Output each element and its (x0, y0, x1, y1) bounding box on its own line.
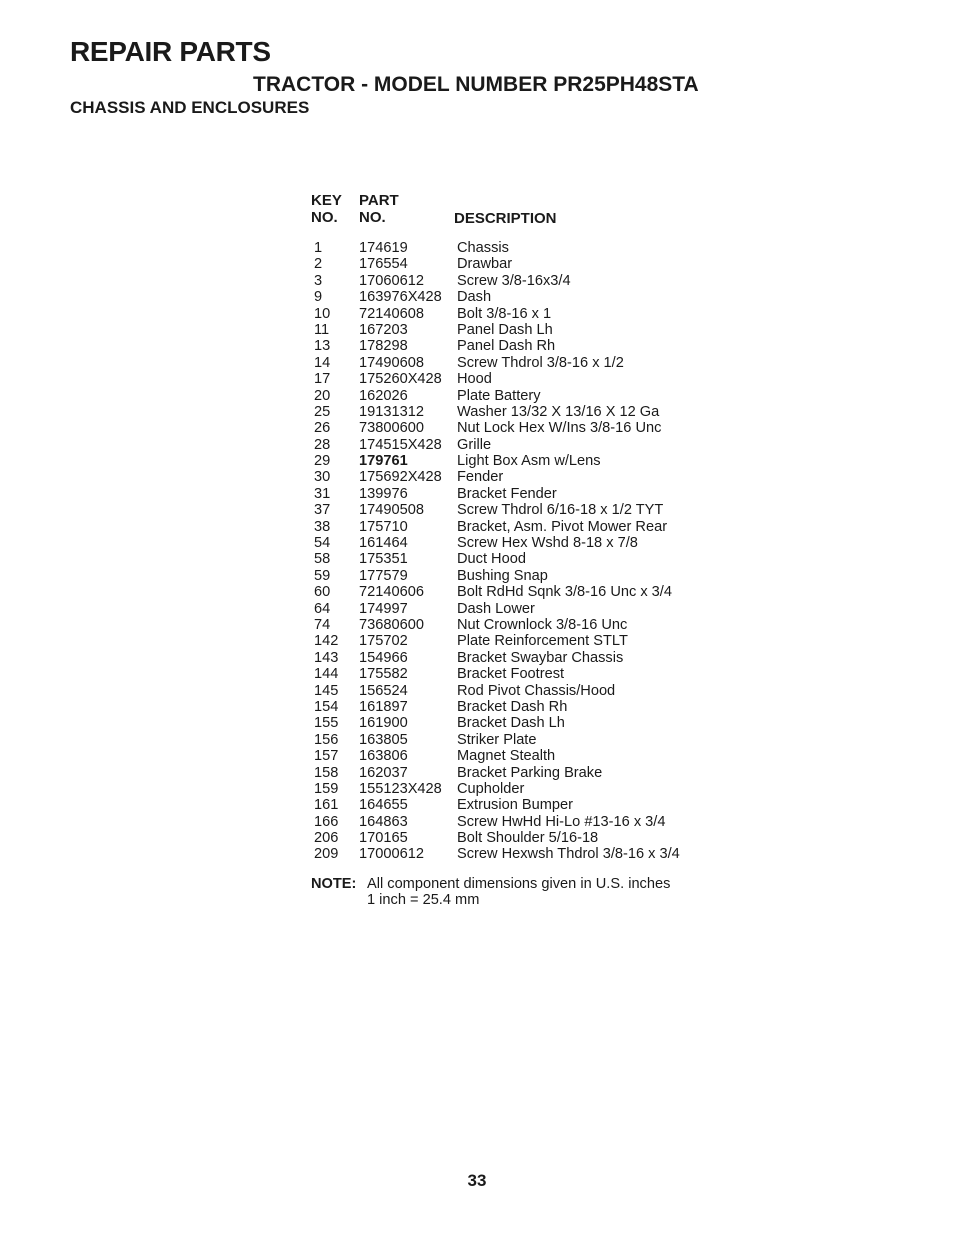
description: Grille (457, 436, 492, 453)
description: Nut Lock Hex W/Ins 3/8-16 Unc (457, 420, 662, 437)
description: Magnet Stealth (457, 748, 556, 765)
table-row (314, 486, 734, 502)
table-row (314, 633, 734, 649)
key-no: 28 (314, 436, 331, 453)
description: Rod Pivot Chassis/Hood (457, 682, 616, 699)
description: Screw 3/8-16x3/4 (457, 272, 571, 289)
description: Panel Dash Lh (457, 321, 553, 338)
key-no: 14 (314, 354, 331, 371)
part-no: 164863 (359, 813, 408, 830)
table-row (314, 732, 734, 748)
part-no: 177579 (359, 567, 408, 584)
description: Bracket Fender (457, 485, 557, 502)
description: Screw HwHd Hi-Lo #13-16 x 3/4 (457, 813, 666, 830)
description: Duct Hood (457, 551, 526, 568)
part-no: 175582 (359, 666, 408, 683)
table-row (314, 601, 734, 617)
key-no: 31 (314, 485, 331, 502)
part-no: 162037 (359, 764, 408, 781)
key-no: 54 (314, 535, 331, 552)
part-no: 17490608 (359, 354, 424, 371)
part-no: 139976 (359, 485, 408, 502)
part-no: 175260X428 (359, 371, 442, 388)
description: Bushing Snap (457, 567, 548, 584)
description: Washer 13/32 X 13/16 X 12 Ga (457, 403, 660, 420)
key-no: 25 (314, 403, 331, 420)
table-row (314, 650, 734, 666)
key-no: 154 (314, 698, 339, 715)
part-no: 174997 (359, 600, 408, 617)
key-no: 143 (314, 649, 339, 666)
column-header-description: DESCRIPTION (454, 210, 557, 227)
key-no: 144 (314, 666, 339, 683)
table-row (314, 568, 734, 584)
part-no: 175702 (359, 633, 408, 650)
part-no: 17060612 (359, 272, 424, 289)
description: Extrusion Bumper (457, 797, 573, 814)
table-row (314, 715, 734, 731)
key-no: 158 (314, 764, 339, 781)
description: Bracket Parking Brake (457, 764, 603, 781)
key-no: 64 (314, 600, 331, 617)
part-no: 17000612 (359, 846, 424, 863)
description: Bolt Shoulder 5/16-18 (457, 830, 599, 847)
table-row (314, 830, 734, 846)
description: Bracket Footrest (457, 666, 565, 683)
table-row (314, 699, 734, 715)
key-no: 209 (314, 846, 339, 863)
table-row (314, 371, 734, 387)
key-no: 30 (314, 469, 331, 486)
part-no: 73680600 (359, 616, 424, 633)
description: Screw Thdrol 3/8-16 x 1/2 (457, 354, 624, 371)
part-no: 179761 (359, 453, 408, 470)
key-no: 59 (314, 567, 331, 584)
part-no: 178298 (359, 338, 408, 355)
section-heading: CHASSIS AND ENCLOSURES (70, 98, 310, 117)
table-row (314, 289, 734, 305)
table-row (314, 322, 734, 338)
note-line-2: 1 inch = 25.4 mm (367, 892, 480, 909)
description: Fender (457, 469, 504, 486)
key-no: 17 (314, 371, 331, 388)
table-row (314, 666, 734, 682)
part-no: 175692X428 (359, 469, 442, 486)
key-no: 60 (314, 584, 331, 601)
key-no: 155 (314, 715, 339, 732)
description: Bolt RdHd Sqnk 3/8-16 Unc x 3/4 (457, 584, 672, 601)
part-no: 17490508 (359, 502, 424, 519)
part-no: 161897 (359, 698, 408, 715)
table-row (314, 338, 734, 354)
table-row (314, 469, 734, 485)
table-row (314, 765, 734, 781)
table-row (314, 519, 734, 535)
column-header-part (359, 192, 399, 226)
description: Hood (457, 371, 492, 388)
table-row (314, 551, 734, 567)
table-row (314, 437, 734, 453)
part-no: 155123X428 (359, 780, 442, 797)
key-no: 2 (314, 256, 323, 273)
description: Screw Hex Wshd 8-18 x 7/8 (457, 535, 638, 552)
key-no: 157 (314, 748, 339, 765)
table-row (314, 535, 734, 551)
page-title: REPAIR PARTS (70, 36, 271, 67)
key-no: 26 (314, 420, 331, 437)
description: Striker Plate (457, 731, 537, 748)
table-row (314, 273, 734, 289)
column-header-part-line2: NO. (359, 209, 386, 226)
table-row (314, 306, 734, 322)
description: Dash (457, 289, 492, 306)
key-no: 11 (314, 321, 330, 338)
description: Dash Lower (457, 600, 535, 617)
key-no: 58 (314, 551, 331, 568)
table-row (314, 814, 734, 830)
description: Drawbar (457, 256, 513, 273)
table-row (314, 748, 734, 764)
part-no: 156524 (359, 682, 408, 699)
table-row (314, 584, 734, 600)
key-no: 159 (314, 780, 339, 797)
note-line-1: All component dimensions given in U.S. inches (367, 876, 671, 892)
key-no: 38 (314, 518, 331, 535)
part-no: 170165 (359, 830, 408, 847)
column-header-key-line1: KEY (311, 192, 342, 209)
table-row (314, 781, 734, 797)
key-no: 142 (314, 633, 339, 650)
table-row (314, 240, 734, 256)
key-no: 1 (314, 240, 323, 256)
description: Bolt 3/8-16 x 1 (457, 305, 552, 322)
table-row (314, 420, 734, 436)
part-no: 163976X428 (359, 289, 442, 306)
description: Screw Hexwsh Thdrol 3/8-16 x 3/4 (457, 846, 680, 863)
table-row (314, 355, 734, 371)
description: Plate Reinforcement STLT (457, 633, 628, 650)
key-no: 20 (314, 387, 331, 404)
column-header-key-line2: NO. (311, 209, 338, 226)
part-no: 174619 (359, 240, 408, 256)
description: Plate Battery (457, 387, 541, 404)
description: Nut Crownlock 3/8-16 Unc (457, 616, 628, 633)
part-no: 176554 (359, 256, 408, 273)
table-row (314, 256, 734, 272)
description: Light Box Asm w/Lens (457, 453, 601, 470)
part-no: 72140606 (359, 584, 424, 601)
part-no: 174515X428 (359, 436, 442, 453)
description: Screw Thdrol 6/16-18 x 1/2 TYT (457, 502, 664, 519)
key-no: 145 (314, 682, 339, 699)
part-no: 163806 (359, 748, 408, 765)
part-no: 167203 (359, 321, 408, 338)
key-no: 10 (314, 305, 331, 322)
part-no: 162026 (359, 387, 408, 404)
part-no: 19131312 (359, 403, 424, 420)
column-header-part-line1: PART (359, 192, 399, 209)
key-no: 37 (314, 502, 331, 519)
note-label: NOTE: (311, 876, 357, 892)
description: Bracket Dash Lh (457, 715, 565, 732)
table-row (314, 617, 734, 633)
table-row (314, 453, 734, 469)
table-row (314, 846, 734, 862)
part-no: 154966 (359, 649, 408, 666)
column-header-key (311, 192, 342, 226)
part-no: 73800600 (359, 420, 424, 437)
key-no: 206 (314, 830, 339, 847)
key-no: 3 (314, 272, 323, 289)
description: Chassis (457, 240, 509, 256)
key-no: 13 (314, 338, 331, 355)
key-no: 74 (314, 616, 331, 633)
description: Bracket, Asm. Pivot Mower Rear (457, 518, 668, 535)
table-row (314, 388, 734, 404)
part-no: 161900 (359, 715, 408, 732)
description: Bracket Dash Rh (457, 698, 568, 715)
key-no: 29 (314, 453, 331, 470)
description: Panel Dash Rh (457, 338, 556, 355)
key-no: 166 (314, 813, 339, 830)
table-row (314, 683, 734, 699)
parts-table (314, 240, 734, 863)
part-no: 175710 (359, 518, 408, 535)
part-no: 175351 (359, 551, 408, 568)
table-row (314, 502, 734, 518)
description: Cupholder (457, 780, 525, 797)
model-subtitle: TRACTOR - MODEL NUMBER PR25PH48STA (253, 73, 699, 96)
part-no: 161464 (359, 535, 408, 552)
page-number: 33 (467, 1171, 487, 1190)
table-row (314, 404, 734, 420)
table-row (314, 797, 734, 813)
part-no: 72140608 (359, 305, 424, 322)
description: Bracket Swaybar Chassis (457, 649, 624, 666)
part-no: 163805 (359, 731, 408, 748)
key-no: 9 (314, 289, 323, 306)
part-no: 164655 (359, 797, 408, 814)
key-no: 156 (314, 731, 339, 748)
key-no: 161 (314, 797, 339, 814)
